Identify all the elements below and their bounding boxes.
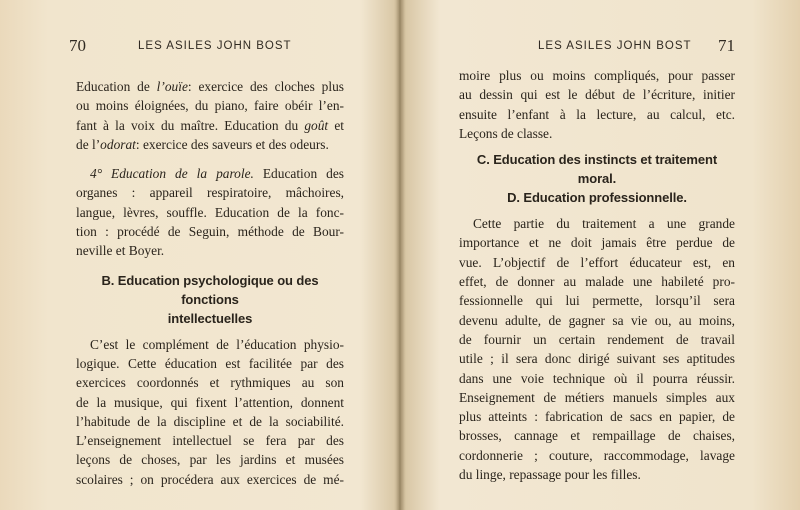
right-page [402, 0, 800, 510]
text-line: Enseignement de métiers manuels simples aux [459, 389, 735, 405]
left-page [0, 0, 398, 510]
text-line: Leçons de classe. [459, 125, 553, 141]
page-number: 70 [69, 36, 86, 55]
text-line: brosses, cannage et rempaillage de chaises, [459, 428, 735, 444]
text-line: 4° Education de la parole. Education des [90, 166, 344, 182]
text-line: utile ; il sera donc dirigé suivant ses aptitudes [459, 351, 735, 367]
text-line: C’est le complément de l’éducation physio- [90, 336, 344, 352]
text-line: plus atteints : fabrication de sacs en papier, de [459, 409, 735, 425]
text-line: importance et ne doit jamais être perdue de [459, 235, 735, 251]
text-line: effet, de donner au malade une habileté pro- [459, 274, 735, 290]
text-line: moire plus ou moins compliqués, pour passer [459, 68, 735, 83]
section-heading: D. Education professionnelle. [507, 190, 687, 206]
text-line: de la musique, qui fixent l’attention, donnent [76, 394, 344, 410]
text-line: L’enseignement intellectuel se fera par des [76, 433, 344, 449]
running-header: LES ASILES JOHN BOST [538, 40, 692, 52]
page-body [76, 77, 344, 489]
page-body [459, 66, 735, 484]
text-line: vue. L’objectif de l’effort éducateur est, en [459, 254, 735, 270]
text-line: exercices coordonnés et rythmiques au son [76, 375, 344, 391]
text-line: logique. Cette éducation est facilitée par des [76, 355, 344, 371]
text-line: ou moins éloignées, du piano, faire obéir l’en- [76, 98, 344, 114]
running-header: LES ASILES JOHN BOST [138, 40, 292, 52]
text-line: dans une voie technique où il pourra réussir. [459, 370, 735, 386]
text-line: scolaires ; on procédera aux exercices de mé- [76, 471, 344, 487]
text-line: au dessin qui est le début de l’écriture, initier [459, 87, 735, 103]
text-line: fant à la voix du maître. Education du goût et [76, 117, 344, 133]
text-line: tion : procédé de Seguin, méthode de Bour- [76, 224, 344, 240]
text-line: organes : appareil respiratoire, mâchoires, [76, 185, 344, 201]
text-line: leçons de choses, par les jardins et musées [76, 452, 344, 468]
text-line: l’habitude de la discipline et de la sociabilité. [76, 413, 344, 429]
text-line: devenu adulte, de gagner sa vie ou, au moins, [459, 312, 735, 328]
text-line: de l’odorat: exercice des saveurs et des odeurs. [76, 136, 329, 152]
text-line: Education de l’ouïe: exercice des cloches plus [76, 79, 345, 94]
text-line: ensuite l’enfant à la lecture, au calcul, etc. [459, 106, 735, 122]
text-line: de fournir un certain rendement de travail [459, 331, 735, 347]
section-heading: C. Education des instincts et traitement moral. [476, 152, 718, 187]
text-line: langue, lèvres, souffle. Education de la fonc- [76, 204, 344, 220]
text-line: Cette partie du traitement a une grande [473, 216, 735, 232]
text-line: du linge, repassage pour les filles. [459, 467, 641, 483]
page-number: 71 [718, 36, 735, 55]
section-heading: B. Education psychologique ou des fonctions [101, 272, 319, 307]
text-line: neville et Boyer. [76, 243, 165, 259]
text-line: fessionnelle qui lui permette, lorsqu’il sera [459, 293, 735, 309]
section-heading: intellectuelles [167, 310, 253, 326]
text-line: cordonnerie ; couture, raccommodage, lavage [459, 447, 735, 463]
